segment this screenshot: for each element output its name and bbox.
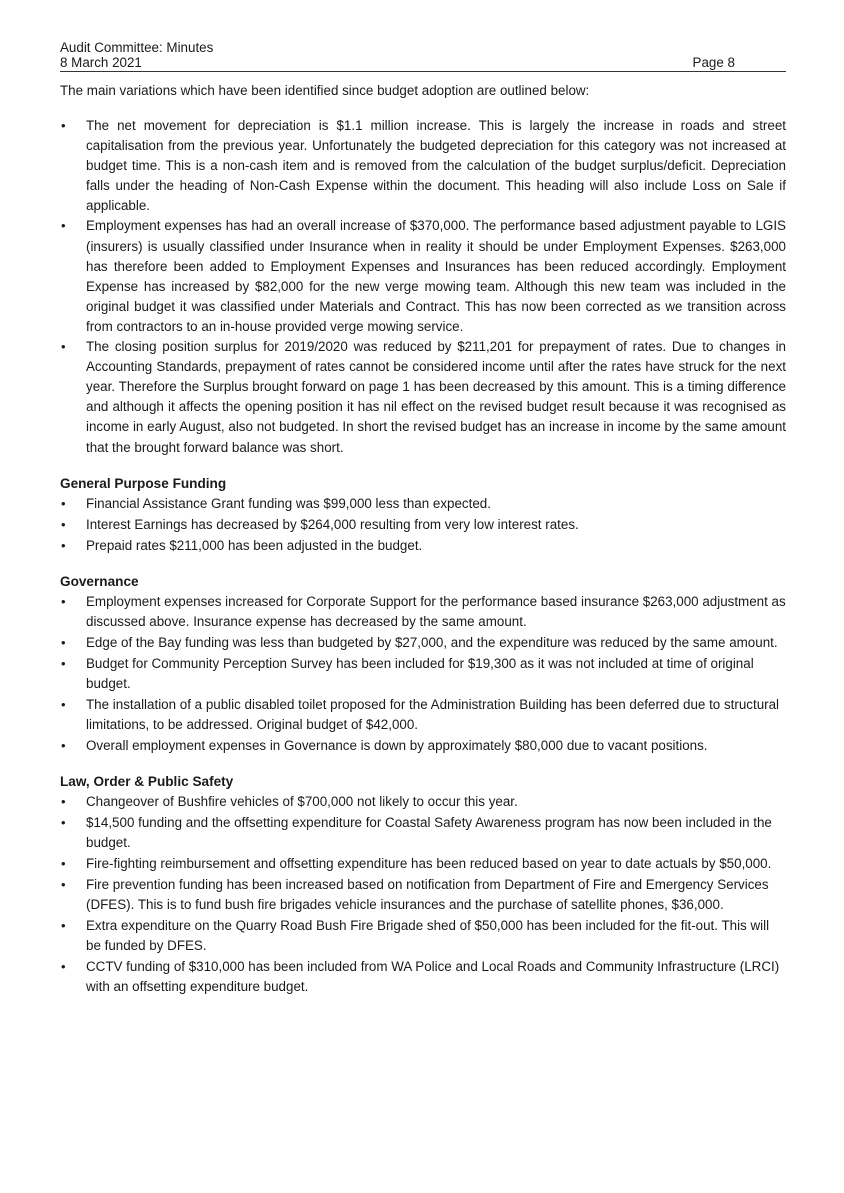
- intro-paragraph: The main variations which have been identified since budget adoption are outlined below:: [60, 83, 590, 98]
- list-item: [60, 337, 786, 458]
- bullet-icon: •: [61, 958, 66, 974]
- page-header: [60, 40, 786, 72]
- list-item: [60, 515, 786, 535]
- list-item-text: Fire prevention funding has been increased based on notification from Department of Fire and Emergency Services (DFES). This is to fund bush fire brigades vehicle insurances and the purchase of satellite phones, $36,000.: [86, 876, 769, 912]
- bullet-icon: •: [61, 814, 66, 830]
- list-item: [60, 813, 786, 853]
- general-purpose-funding-list: [60, 494, 786, 556]
- bullet-icon: •: [61, 339, 66, 355]
- header-date: 8 March 2021: [60, 55, 142, 70]
- list-item-text: Budget for Community Perception Survey has been included for $19,300 as it was not included at time of original budget.: [86, 655, 754, 691]
- bullet-icon: •: [61, 495, 66, 511]
- list-item: [60, 792, 786, 812]
- list-item: [60, 116, 786, 216]
- header-row: [60, 55, 786, 70]
- list-item-text: The closing position surplus for 2019/2020 was reduced by $211,201 for prepayment of rates. Due to changes in Accounting Standards, prepayment of rates cannot be considered income until after the rates have struck for the next year. Therefore the Surplus brought forward on page 1 has been decreased by this amount. This is a timing difference and although it affects the opening position it has nil effect on the revised budget result because it was recognised as income in early August, also not budgeted. In short the revised budget has an increase in income by the same amount that the brought forward balance was short.: [86, 339, 786, 455]
- list-item-text: Overall employment expenses in Governance is down by approximately $80,000 due to vacant positions.: [86, 737, 708, 753]
- list-item: [60, 216, 786, 337]
- bullet-icon: •: [61, 737, 66, 753]
- list-item: [60, 494, 786, 514]
- list-item-text: The installation of a public disabled toilet proposed for the Administration Building has been deferred due to structural limitations, to be addressed. Original budget of $42,000.: [86, 696, 780, 732]
- list-item: [60, 695, 786, 735]
- list-item: [60, 736, 786, 756]
- bullet-icon: •: [61, 793, 66, 809]
- list-item-text: $14,500 funding and the offsetting expenditure for Coastal Safety Awareness program has now been included in the budget.: [86, 814, 772, 850]
- bullet-icon: •: [61, 537, 66, 553]
- list-item: [60, 916, 786, 956]
- header-title: Audit Committee: Minutes: [60, 40, 214, 55]
- law-order-public-safety-list: [60, 792, 786, 997]
- main-variations-list: [60, 116, 786, 458]
- bullet-icon: •: [61, 634, 66, 650]
- list-item: [60, 592, 786, 632]
- list-item-text: Prepaid rates $211,000 has been adjusted in the budget.: [86, 537, 423, 553]
- list-item-text: Extra expenditure on the Quarry Road Bush Fire Brigade shed of $50,000 has been included for the fit-out. This will be funded by DFES.: [86, 917, 770, 953]
- list-item-text: The net movement for depreciation is $1.1 million increase. This is largely the increase in roads and street capitalisation from the previous year. Unfortunately the budgeted depreciation for this category was not increased at budget time. This is a non-cash item and is removed from the calculation of the budget surplus/deficit. Depreciation falls under the heading of Non-Cash Expense within the document. This heading will also include Loss on Sale if applicable.: [86, 118, 786, 214]
- governance-list: [60, 592, 786, 756]
- header-page-number: Page 8: [692, 55, 735, 70]
- section-heading-general-purpose-funding: General Purpose Funding: [60, 475, 227, 491]
- bullet-icon: •: [61, 593, 66, 609]
- list-item: [60, 854, 786, 874]
- bullet-icon: •: [61, 516, 66, 532]
- list-item-text: CCTV funding of $310,000 has been included from WA Police and Local Roads and Community Infrastructure (LRCI) with an offsetting expenditure budget.: [86, 958, 780, 994]
- list-item: [60, 536, 786, 556]
- list-item-text: Financial Assistance Grant funding was $99,000 less than expected.: [86, 495, 491, 511]
- section-heading-governance: Governance: [60, 573, 139, 589]
- bullet-icon: •: [61, 696, 66, 712]
- section-heading-law-order-public-safety: Law, Order & Public Safety: [60, 773, 234, 789]
- list-item: [60, 654, 786, 694]
- bullet-icon: •: [61, 917, 66, 933]
- list-item-text: Interest Earnings has decreased by $264,000 resulting from very low interest rates.: [86, 516, 579, 532]
- list-item: [60, 875, 786, 915]
- document-page: [60, 40, 786, 998]
- list-item: [60, 957, 786, 997]
- bullet-icon: •: [61, 855, 66, 871]
- list-item-text: Employment expenses increased for Corporate Support for the performance based insurance $263,000 adjustment as discussed above. Insurance expense has decreased by the same amount.: [86, 593, 786, 629]
- list-item-text: Edge of the Bay funding was less than budgeted by $27,000, and the expenditure was reduced by the same amount.: [86, 634, 778, 650]
- bullet-icon: •: [61, 118, 66, 133]
- list-item-text: Changeover of Bushfire vehicles of $700,000 not likely to occur this year.: [86, 793, 518, 809]
- bullet-icon: •: [61, 876, 66, 892]
- list-item-text: Fire-fighting reimbursement and offsetting expenditure has been reduced based on year to date actuals by $50,000.: [86, 855, 772, 871]
- list-item-text: Employment expenses has had an overall increase of $370,000. The performance based adjustment payable to LGIS (insurers) is usually classified under Insurance when in reality it should be under Employment Expenses. $263,000 has therefore been added to Employment Expenses and Insurances has been reduced accordingly. Employment Expense has increased by $82,000 for the new verge mowing team. Although this new team was included in the original budget it was classified under Materials and Contract. This has now been corrected as we transition across from contractors to an in-house provided verge mowing service.: [86, 218, 786, 334]
- list-item: [60, 633, 786, 653]
- bullet-icon: •: [61, 655, 66, 671]
- bullet-icon: •: [61, 218, 66, 234]
